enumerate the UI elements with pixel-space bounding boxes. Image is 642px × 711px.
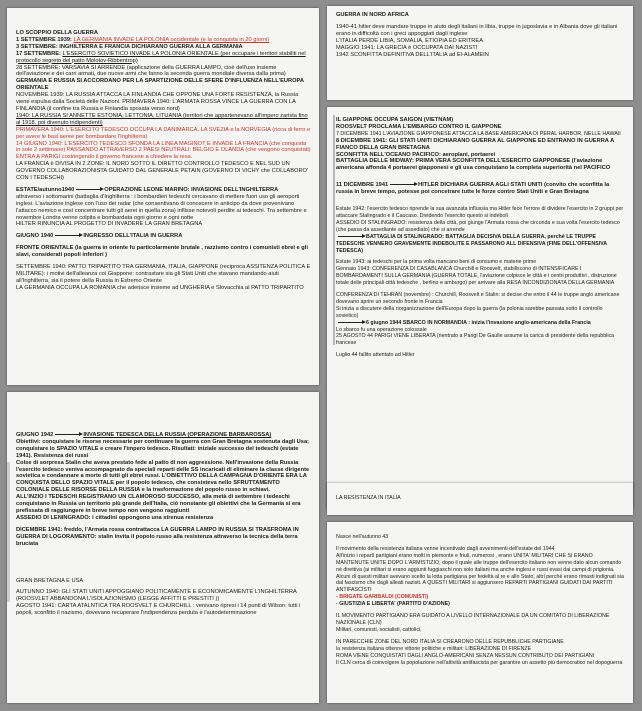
- note-line: attraverso i sottomarini (battaglia d'Inghilterra : i bombardieri tedeschi cercavano di mettere fuori uso gli aeroporti inglesi. L'aviazione inglese con l'uso dei radar (che consentivano di conoscere in anticipo da dove provenivano l'attacco nemico e così concentrare tutti gli aerei in quella zona) inflisse notevoli perdite ai tedeschi. Tra settembre e novembre Londra venne colpita e bombardata ogni giorno e ogni notte: [16, 193, 307, 221]
- note-line: GIUGNO 1942 INVASIONE TEDESCA DELLA RUSSIA (OPERAZIONE BARBAROSSA): [16, 432, 272, 438]
- note-line: 17 SETTEMBRE: L'ESERCITO SOVIETICO INVADE LA POLONIA ORIENTALE (per occupare i territori stabiliti nel protocollo segreto del patto Molotov-Ribbentrop): [16, 50, 306, 64]
- page-right-middle: [327, 107, 633, 508]
- note-line: Il CLN cerca di coinvolgere la popolazione nell'attività antifascista per garantire un assetto più democratico nel dopoguerra: [336, 659, 623, 666]
- note-line: DICEMBRE 1941: freddo, l'Armata rossa contrattacca LA GUERRA LAMPO IN RUSSIA SI TRASFROMA IN GUERRA DI LOGORAMENTO: stalin invita il popolo russo alla resistenza attraverso la tecnica della terra bruciata: [16, 526, 299, 547]
- note-line: Gennaio 1943: CONFERENZA DI CASABLANCA Churchill e Roosvelt, stabiliscono di INTENSIFICARE I BOMBARDAMENTI SULLA GERMANIA (GUERRA TOTALE, l'aviazione colpisce le città e i centri produttivi , distruzione totale delle principali città tedesche , berlino e amburgo) per arrivare alla RESA INCONDIZIONATA DELLA GERMANIA: [336, 266, 617, 287]
- note-line: Militari, comunisti, socialisti, cattolici,: [336, 626, 422, 633]
- note-line: Si inizia a discutere della riorganizzazione dell'Europa dopo la guerra (la polonia sarebbe passata sotto il controllo sovietico): [336, 305, 603, 319]
- note-line: Estate 1943: ai tedeschi per la prima volta mancano beni di consumo e materie prime: [336, 259, 537, 266]
- arrow-icon: [55, 235, 81, 236]
- note-line: 1940-41 hitler deve mandare truppe in aiuto degli italiani in libia, truppe in jugoslavia e in Albania dove gli italiani erano in difficoltà con i greci appoggiati dagli inglese: [336, 23, 618, 37]
- note-line: Nasce nell'autunno 43: [336, 534, 389, 540]
- note-line: MAGGIO 1941: LA GRECIA è OCCUPATA DAI NAZISTI: [336, 44, 478, 51]
- arrow-icon: [55, 434, 81, 435]
- note-line: 6 giugno 1944 SBARCO IN NORMANDIA : inizia l'invasione anglo-americana della Francia: [336, 320, 625, 327]
- note-line: ROOSVELT PROCLAMA L'EMBARGO CONTRO IL GIAPPONE: [336, 123, 502, 130]
- note-line: SETTEMBRE 1940: PATTO TRIPARTITO TRA GERMANIA, ITALIA, GIAPPONE (reciproca ASSITENZA POLITICA E MILITARE): i motivi dell'alleanza coi Giappone: contrastare sia gli Stati Uniti che stavano mandando aiuti all'Inghilterra, sia il potere della Russia in Estremo Oriente: [16, 264, 311, 284]
- arrow-icon: [390, 184, 416, 185]
- scan-mark: [333, 115, 335, 345]
- note-line: FRONTE ORIENTALE (la guerra in oriente fu particolarmente brutale , razzismo contro i comunisti ebrei e gli slavi, considerati popoli inferiori ): [16, 245, 308, 259]
- note-line: BATTAGLIA DI STALINGRADO: BATTAGLIA DECISIVA DELLA GUERRA, perché LE TRUPPE TEDESCHE VENNERO GRAVEMENTE INDEBOLITE E PASSARONO ALL DIFENSIVA (FINE DELL'OFFENSIVA TEDESCA): [336, 233, 607, 254]
- note-line: 1940: LA RUSSIA SI ANNETTE ESTONIA, LETTONIA, LITUANIA (territori che appartenevano all'impero zarista fino al 1918, poi divenuto indipendenti): [16, 112, 308, 126]
- note-line: la resistenza italiana ottenne vittorie politiche e militari: LIBERAZIONE DI FIRENZE: [336, 645, 532, 652]
- note-line: ESTATE/autunno1940 OPERAZIONE LEONE MARINO: INVASIONE DELL'INGHILTERRA: [16, 186, 279, 193]
- note-line: Il movimento della resistenza italiana venne incentivato dagli avvenimenti dell'estate del 1944: [336, 545, 555, 552]
- note-line: NOVEMBRE 1939: LA RUSSIA ATTACCA LA FINLANDIA CHE OPPONE UNA FORTE RESISTENZA, la Russia viene espulsa dalla Società delle Nazioni. PRIMAVERA 1940: L'ARMATA ROSSA VINCE LA GUERRA CON LA FINLANDIA (il confine tra Russia e Finlandia sposata verso nord): [16, 92, 299, 112]
- page-right-strip: [327, 483, 633, 515]
- note-line: IL MOVIMENTO PARTIGIANO ERA GUIDATO A LIVELLO INTERNAZIONALE DA UN COMITATO DI LIBERAZIONE NAZIONALE (CLN): [336, 613, 610, 626]
- note-line: GIUGNO 1940 INGRESSO DELL'ITALIA IN GUERRA: [16, 233, 183, 240]
- note-line: ROMA VIENE CONQUISTATI DAGLI ANGLO-AMERICANI SENZA NESSUN CONTRIBUTO DEI PARTIGIANI: [336, 652, 595, 659]
- note-line: LA GERMANIA OCCUPA LA ROMANIA che aderisce insieme ad UNGHERIA e Slovacchia al PATTO TRIPARTITO: [16, 284, 304, 291]
- note-line: 11 DICEMBRE 1941 HITLER DICHIARA GUERRA AGLI STATI UNITI (convito che sconfitta la russia in breve tempo, potesse poi concetrare tutte le forze contro Stati Uniti e Gran Bretagna: [336, 182, 610, 196]
- note-line: Lo sbarco fu una operazione colossale: [336, 326, 427, 333]
- page-left-top: [7, 8, 319, 385]
- note-line: Luglio 44 fallito attentato ad Hitler: [336, 352, 415, 359]
- note-line: Estate 1942: l'esercito tedesco riprende la sua avanzata influssia ma Hitler fece l'errore di dividere l'esercito in 2 gruppi per attaccare Stalingrado e il Caucaso. Dividendo l'esercito questo si indebolì: [336, 206, 624, 219]
- note-heading: GERMANIA E RUSSIA SI ACCORDANO PER LA SPARTIZIONE DELLE SFERE D'INFLUENZA NELL'EUROPA ORIENTALE: [16, 78, 304, 92]
- note-line: 14 GIUGNO 1940: L'ESERCITO TEDESCO SFONDA LA LINEA MAGINOT E INVADE LA FRANCIA (che conquista in sole 2 settimane) PASSANDO ATTRAVERSO 2 PAESI NEUTRALI: BELGIO E OLANDA (che vengono conquistati): [16, 140, 311, 154]
- note-line: 28 SETTEMBRE: VARSAVIA SI ARRENDE (applicazione della GUERRA LAMPO, cioè dell'uso insieme dell'aviazione e dei carri armati, due nuove armi che fanno la seconda guerra mondiale diversa dalla prima): [16, 64, 286, 78]
- note-line: 7 DICEMBRE 1941 L'AVIAZIONE GIAPPONESE ATTACCA LA BASE AMERICANA DI PERAL HARBOR, NELLE HAWAII: [336, 130, 621, 137]
- section-title: LA RESISTENZA IN ITALIA: [336, 495, 401, 501]
- note-line: LA FRANCIA è DIVISA IN 2 ZONE: IL NORD SOTTO IL DIRETTO CONTROLLO TEDESCO E NEL SUD UN GOVERNO COLLABORAZIONISTA GUIDATO DAL GENERALE PETAIN (GOVERNO DI VICHY che COLLABORO' CON I TEDESCHI): [16, 161, 309, 182]
- section-title: GUERRA IN NORD AFRICA: [336, 12, 409, 18]
- note-line: AUTUNNO 1940: GLI STATI UNITI APPOGGIANO POLITICAMENTE E ECONOMICAMENTE L'INGHILTERRA (ROOSVLET ABBANDONA L'ISOLAZIONISMO (LEGGE AFFITTI E PRESTITI )): [16, 589, 297, 603]
- note-line: 25 AGOSTO 44 PARIGI VIENE LIBERATA (rientrato a Parigi De Gaulle assume la carica di presidente della repubblica francese: [336, 333, 615, 347]
- note-line: 1942 SCONFITTA DEFINITIVA DELL'ITALIA ad El-ALAMEIN: [336, 51, 489, 58]
- arrow-icon: [338, 322, 364, 323]
- note-line: PRIMAVERA 1940: L'ESERCITO TEDESCO OCCUPA LA DANIMARCA, LA SVEZIA e la NORVEGIA (ricca di ferro e per avere le basi aeree per bombardare l'Inghilterra): [16, 126, 311, 140]
- note-line: HILTER RINUNCIA AL PROGETTO DI INVADERE LA GRAN BRETAGNA: [16, 221, 203, 228]
- list-item: - BRIGATE GARIBALDI (COMUNISTI): [336, 594, 429, 601]
- note-line: AGOSTO 1941: CARTA ATALNTICA TRA ROOSVELT E CHURCHILL : venivano ripresi i 14 punti di Wilson: tutti i popoli, sconfitto il nazismo, dovevano recuperare l'indipendenza perduta e l'autodeterminazione: [16, 603, 301, 617]
- note-line: BATTAGLIA DELLE MIDWAY: PRIMA VERA SCONFITTA DELL'ESERCITO GIAPPONESE (l'aviazione americana affonda 4 portaerei giapponesi e gli usa conquistano la completa superiorità nel PACIFICO: [336, 158, 611, 172]
- note-line: Obiettivi: conquistare le risorse necessarie per continuare la guerra con Gran Bretagna sostenuta dagli Usa; conquistare lo SPAZIO VITALE e creare l'impero tedesco. Risultati: iniziale successo del tedeschi (estate 1941). Resistenza dei russi: [16, 438, 309, 459]
- note-line: CONFERENZA DI TEHRAN (novembre) : Churchill, Roosvelt e Stalin: si decise che entro il 44 le truppe anglo americane dovevano aprire un secondo fronte in Francia: [336, 292, 620, 305]
- note-line: ASSEDIO DI LENINGRADO: i cittadini oppongono una strenua resistenza: [16, 514, 214, 521]
- note-line: ENTRA A PARIGI costringendo il governo francese a chiedere la resa.: [16, 154, 193, 161]
- note-line: Colse di sorpresa Stalin che aveva prestato fede al patto di non aggressione. Nell'invasione della Russia l'esercito tedesco veniva accompagnato da speciali reparti delle SS incaricati di eliminare la classe dirigente sovietica e condannare a morte di tutti gli ebrei russi. L'OBIETTIVO DELLA CAMPAGNA D'ORIENTE ERA LA CONQUISTA DELLO SPAZIO VITALE per il popolo tedesco, che consisteva nello SFRUTTAMENTO COLONIALE DELLE RISORSE DELLA RUSSIA e la trasformazione del popolo russo in schiavi.: [16, 459, 310, 494]
- section-title: GRAN BRETAGNA E USA: [16, 577, 84, 584]
- page-right-top: [327, 6, 633, 100]
- arrow-icon: [338, 236, 364, 237]
- note-line: ALL'INZIO I TEDESCHI REGISTRANO UN CLAMOROSO SUCCESSO, alla metà di settembre i tedeschi conquistano in Russia un territorio più grande dell'Italia, ciò nonstante gli obiettivi che la Germania si era prefissata di raggiungere in breve tempo non vengono raggiunti: [16, 494, 301, 514]
- section-title: LO SCOPPIO DELLA GUERRA: [16, 30, 98, 36]
- note-line: L'ITALIA PERDE LIBIA, SOMALIA, ETIOPIA ED ERITREA: [336, 37, 484, 44]
- scan-mark: [7, 462, 10, 602]
- page-right-bottom: [327, 522, 633, 703]
- note-line: IL GIAPPONE OCCUPA SAIGON (VIETNAM): [336, 117, 454, 123]
- note-line: All'inizio i reparti partigiani erano molti in piemonte e friuli, numerosi , erano UNITA' MILITARI CHE SI ERANO MANTENUTE UNITE DOPO L'ARMISTIZIO, dopo il quale alle truppe dell'esercito italiano non venne dato alcun comando nè direttiva (ai militari si erano aggiunti fuggiaschi non solo italiani ma anche inglesi e russi evasi dai campi di prigionia. Alcuni di questi militari avevano scelto la lotta partigiana per fedeltà al re e allo Stato, altri perchè erano rimasti indignati sia dal fascismo che dagli alleati nazisti. A QUESTI MILITARI si aggiunsero REPARTI PARTIGIANI GUIDATI DAI PARTITI ANTIFASCISTI: [336, 552, 624, 594]
- note-line: ASSEDIO DI STALINGRADO: resistenza della città, poi giunge l'Armata rossa che circonda e sua volta l'esercito tedesco (che passa da assediante ad assediato) che si arrende: [336, 219, 620, 233]
- note-line: SCONFITTA NELL'OCEANO PACIFICO: aeroplani, portaerei: [336, 151, 496, 158]
- note-line: 3 SETTEMBRE: INGHILTERRA E FRANCIA DICHIARANO GUERRA ALLA GERMANIA: [16, 43, 243, 50]
- list-item: - GIUSTIZIA E LIBERTA' (PARTITO D'AZIONE): [336, 601, 450, 608]
- note-line: IN PARECCHIE ZONE DEL NORD ITALIA SI CREARONO DELLE REPUBBLICHE PARTIGIANE: [336, 638, 564, 645]
- page-left-bottom: [7, 392, 319, 703]
- note-line: 1 SETTEMBRE 1939: LA GERMANIA INVADE LA POLONIA occidentale (e la conquista in 20 giorni): [16, 36, 270, 43]
- note-line: 8 DICEMBRE 1941: GLI STATI UNITI DICHIARANO GUERRA AL GIAPPONE ED ENTRANO IN GUERRA A FIANCO DELLA GRAN BRETAGNA: [336, 137, 614, 151]
- arrow-icon: [76, 189, 102, 190]
